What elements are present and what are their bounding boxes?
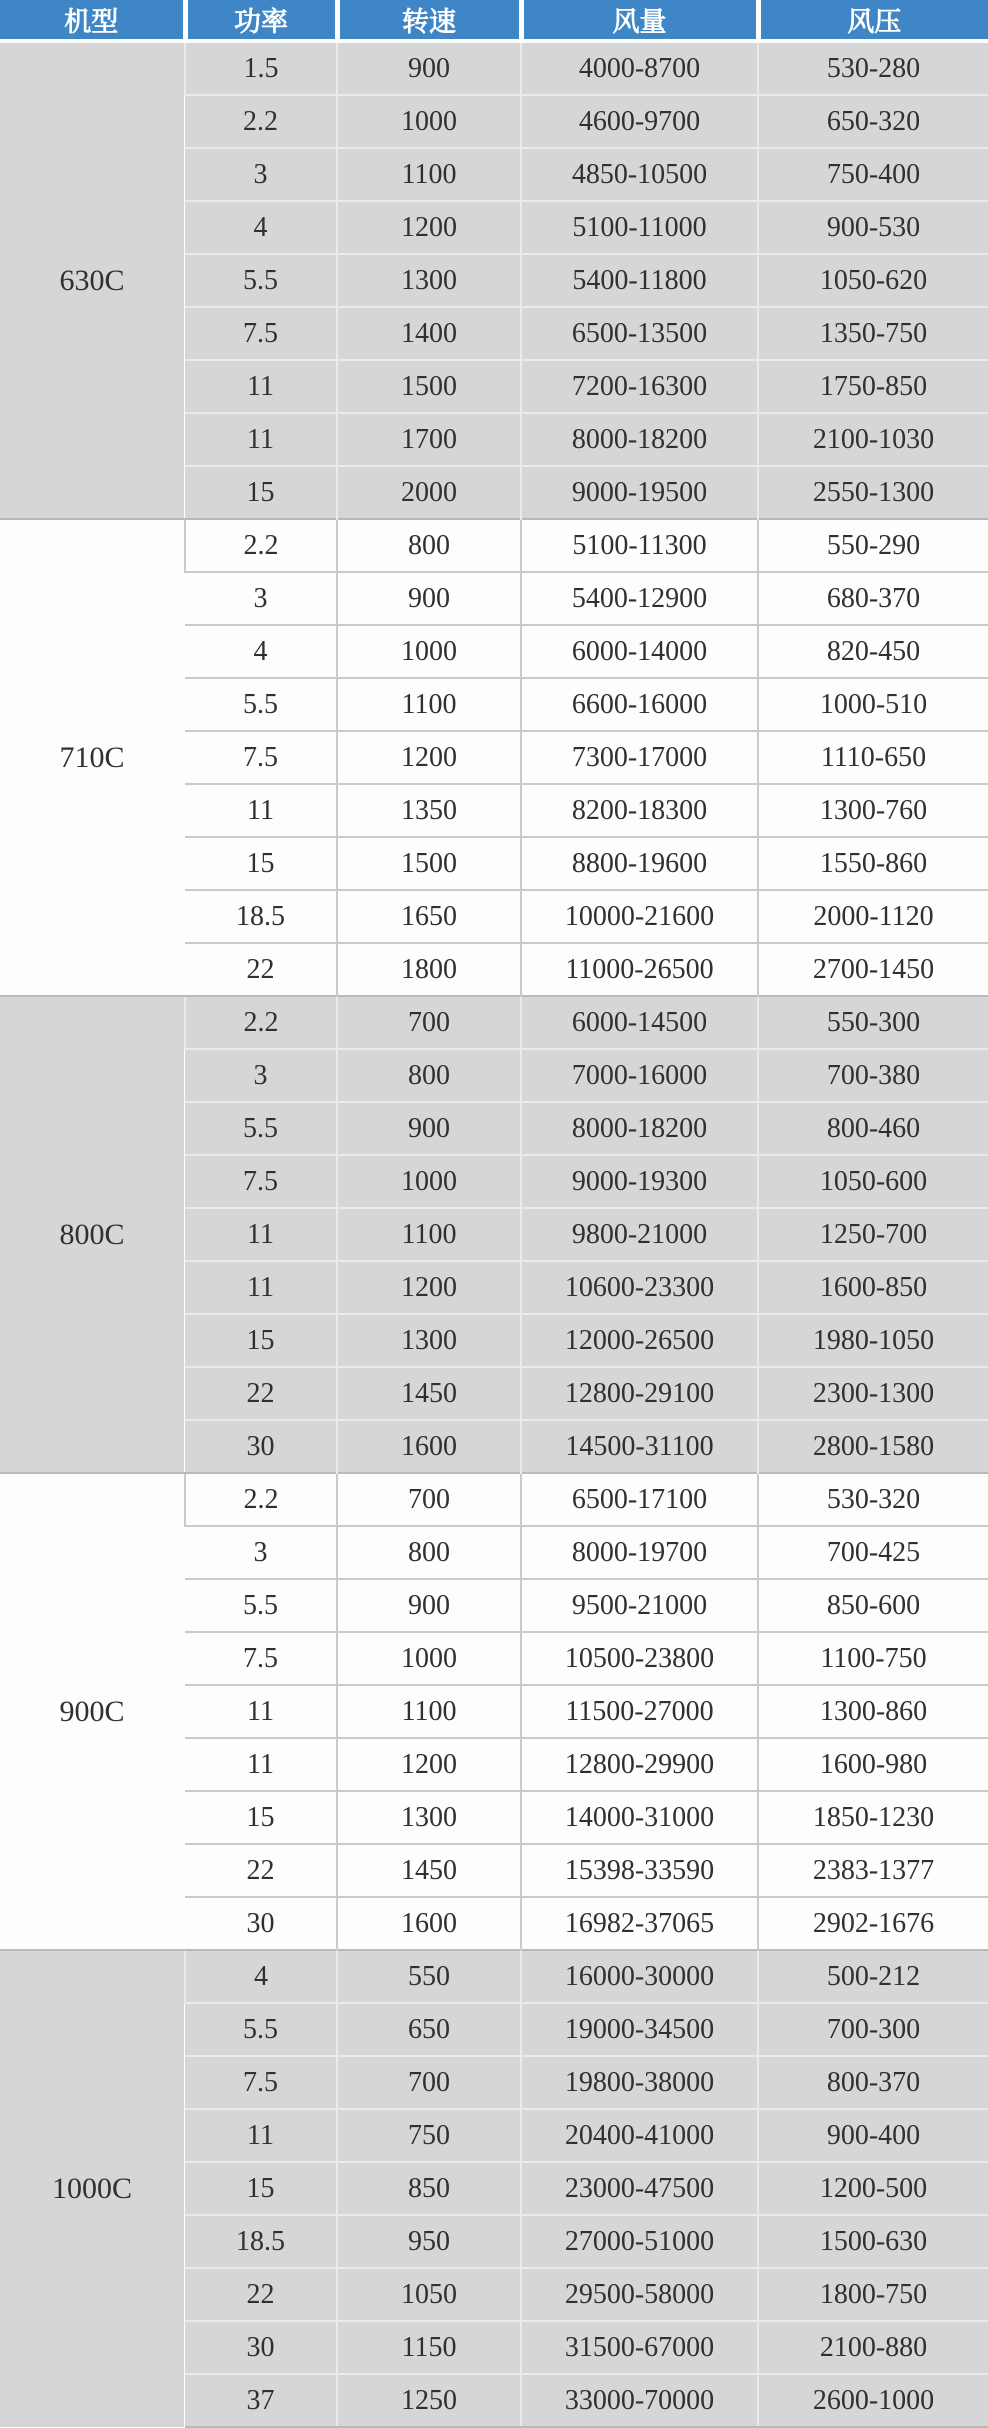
speed-cell: 1450: [337, 1844, 521, 1897]
power-cell: 15: [185, 466, 337, 519]
pressure-cell: 700-380: [758, 1049, 988, 1102]
pressure-cell: 1300-860: [758, 1685, 988, 1738]
pressure-cell: 1100-750: [758, 1632, 988, 1685]
power-cell: 11: [185, 1685, 337, 1738]
table-body: [0, 41, 988, 2427]
power-cell: 22: [185, 1844, 337, 1897]
airflow-cell: 8000-18200: [521, 413, 758, 466]
pressure-cell: 1050-600: [758, 1155, 988, 1208]
power-cell: 4: [185, 1950, 337, 2003]
speed-cell: 1300: [337, 254, 521, 307]
speed-cell: 1500: [337, 837, 521, 890]
pressure-cell: 2100-1030: [758, 413, 988, 466]
power-cell: 30: [185, 1420, 337, 1473]
pressure-cell: 530-280: [758, 41, 988, 95]
airflow-cell: 7300-17000: [521, 731, 758, 784]
airflow-cell: 19000-34500: [521, 2003, 758, 2056]
pressure-cell: 2383-1377: [758, 1844, 988, 1897]
airflow-cell: 6500-13500: [521, 307, 758, 360]
airflow-cell: 5400-12900: [521, 572, 758, 625]
airflow-cell: 4000-8700: [521, 41, 758, 95]
pressure-cell: 2550-1300: [758, 466, 988, 519]
power-cell: 7.5: [185, 1632, 337, 1685]
pressure-cell: 1050-620: [758, 254, 988, 307]
power-cell: 22: [185, 2268, 337, 2321]
power-cell: 7.5: [185, 307, 337, 360]
pressure-cell: 1500-630: [758, 2215, 988, 2268]
airflow-cell: 8800-19600: [521, 837, 758, 890]
power-cell: 5.5: [185, 1579, 337, 1632]
speed-cell: 1650: [337, 890, 521, 943]
airflow-cell: 31500-67000: [521, 2321, 758, 2374]
speed-cell: 900: [337, 1579, 521, 1632]
pressure-cell: 500-212: [758, 1950, 988, 2003]
speed-cell: 950: [337, 2215, 521, 2268]
model-cell: 900C: [0, 1473, 185, 1950]
pressure-cell: 1980-1050: [758, 1314, 988, 1367]
speed-cell: 1450: [337, 1367, 521, 1420]
pressure-cell: 1600-850: [758, 1261, 988, 1314]
power-cell: 18.5: [185, 2215, 337, 2268]
airflow-cell: 6000-14000: [521, 625, 758, 678]
speed-cell: 800: [337, 1526, 521, 1579]
power-cell: 3: [185, 148, 337, 201]
speed-cell: 1050: [337, 2268, 521, 2321]
pressure-cell: 850-600: [758, 1579, 988, 1632]
pressure-cell: 1550-860: [758, 837, 988, 890]
airflow-cell: 7000-16000: [521, 1049, 758, 1102]
power-cell: 15: [185, 2162, 337, 2215]
airflow-cell: 10500-23800: [521, 1632, 758, 1685]
airflow-cell: 10600-23300: [521, 1261, 758, 1314]
pressure-cell: 2700-1450: [758, 943, 988, 996]
speed-cell: 650: [337, 2003, 521, 2056]
pressure-cell: 2300-1300: [758, 1367, 988, 1420]
pressure-cell: 700-300: [758, 2003, 988, 2056]
airflow-cell: 12000-26500: [521, 1314, 758, 1367]
airflow-cell: 33000-70000: [521, 2374, 758, 2427]
airflow-cell: 8000-19700: [521, 1526, 758, 1579]
pressure-cell: 2600-1000: [758, 2374, 988, 2427]
col-header-pressure: 风压: [758, 0, 988, 41]
airflow-cell: 4850-10500: [521, 148, 758, 201]
airflow-cell: 20400-41000: [521, 2109, 758, 2162]
pressure-cell: 800-370: [758, 2056, 988, 2109]
pressure-cell: 1850-1230: [758, 1791, 988, 1844]
power-cell: 15: [185, 1314, 337, 1367]
pressure-cell: 1600-980: [758, 1738, 988, 1791]
speed-cell: 1000: [337, 1632, 521, 1685]
speed-cell: 1200: [337, 1261, 521, 1314]
speed-cell: 1150: [337, 2321, 521, 2374]
power-cell: 3: [185, 572, 337, 625]
pressure-cell: 1250-700: [758, 1208, 988, 1261]
power-cell: 30: [185, 2321, 337, 2374]
header-row: [0, 0, 988, 41]
pressure-cell: 1750-850: [758, 360, 988, 413]
speed-cell: 1100: [337, 678, 521, 731]
speed-cell: 1100: [337, 1208, 521, 1261]
power-cell: 15: [185, 837, 337, 890]
speed-cell: 1250: [337, 2374, 521, 2427]
airflow-cell: 11000-26500: [521, 943, 758, 996]
power-cell: 18.5: [185, 890, 337, 943]
speed-cell: 700: [337, 2056, 521, 2109]
power-cell: 3: [185, 1049, 337, 1102]
speed-cell: 1100: [337, 148, 521, 201]
pressure-cell: 900-530: [758, 201, 988, 254]
table-row: [0, 1950, 988, 2003]
speed-cell: 750: [337, 2109, 521, 2162]
power-cell: 11: [185, 1261, 337, 1314]
speed-cell: 1700: [337, 413, 521, 466]
power-cell: 15: [185, 1791, 337, 1844]
speed-cell: 800: [337, 1049, 521, 1102]
pressure-cell: 2100-880: [758, 2321, 988, 2374]
table-row: [0, 996, 988, 1049]
power-cell: 22: [185, 943, 337, 996]
table-row: [0, 519, 988, 572]
airflow-cell: 4600-9700: [521, 95, 758, 148]
col-header-power: 功率: [185, 0, 337, 41]
power-cell: 4: [185, 201, 337, 254]
airflow-cell: 14000-31000: [521, 1791, 758, 1844]
pressure-cell: 820-450: [758, 625, 988, 678]
speed-cell: 1000: [337, 1155, 521, 1208]
speed-cell: 900: [337, 572, 521, 625]
speed-cell: 1000: [337, 95, 521, 148]
power-cell: 11: [185, 784, 337, 837]
speed-cell: 2000: [337, 466, 521, 519]
airflow-cell: 11500-27000: [521, 1685, 758, 1738]
power-cell: 11: [185, 413, 337, 466]
power-cell: 2.2: [185, 1473, 337, 1526]
power-cell: 5.5: [185, 2003, 337, 2056]
power-cell: 2.2: [185, 95, 337, 148]
pressure-cell: 1110-650: [758, 731, 988, 784]
pressure-cell: 1000-510: [758, 678, 988, 731]
airflow-cell: 10000-21600: [521, 890, 758, 943]
speed-cell: 1350: [337, 784, 521, 837]
pressure-cell: 530-320: [758, 1473, 988, 1526]
airflow-cell: 9000-19300: [521, 1155, 758, 1208]
power-cell: 11: [185, 2109, 337, 2162]
table-row: [0, 1473, 988, 1526]
airflow-cell: 8000-18200: [521, 1102, 758, 1155]
speed-cell: 1600: [337, 1897, 521, 1950]
pressure-cell: 550-300: [758, 996, 988, 1049]
pressure-cell: 650-320: [758, 95, 988, 148]
power-cell: 3: [185, 1526, 337, 1579]
pressure-cell: 2902-1676: [758, 1897, 988, 1950]
pressure-cell: 800-460: [758, 1102, 988, 1155]
speed-cell: 1200: [337, 201, 521, 254]
power-cell: 11: [185, 1738, 337, 1791]
airflow-cell: 19800-38000: [521, 2056, 758, 2109]
pressure-cell: 1200-500: [758, 2162, 988, 2215]
pressure-cell: 2000-1120: [758, 890, 988, 943]
airflow-cell: 16982-37065: [521, 1897, 758, 1950]
power-cell: 7.5: [185, 731, 337, 784]
airflow-cell: 5100-11300: [521, 519, 758, 572]
airflow-cell: 9500-21000: [521, 1579, 758, 1632]
power-cell: 5.5: [185, 678, 337, 731]
power-cell: 22: [185, 1367, 337, 1420]
power-cell: 2.2: [185, 996, 337, 1049]
airflow-cell: 7200-16300: [521, 360, 758, 413]
power-cell: 2.2: [185, 519, 337, 572]
airflow-cell: 6000-14500: [521, 996, 758, 1049]
power-cell: 5.5: [185, 254, 337, 307]
pressure-cell: 900-400: [758, 2109, 988, 2162]
airflow-cell: 23000-47500: [521, 2162, 758, 2215]
airflow-cell: 8200-18300: [521, 784, 758, 837]
speed-cell: 1300: [337, 1791, 521, 1844]
power-cell: 37: [185, 2374, 337, 2427]
power-cell: 5.5: [185, 1102, 337, 1155]
pressure-cell: 750-400: [758, 148, 988, 201]
airflow-cell: 15398-33590: [521, 1844, 758, 1897]
pressure-cell: 550-290: [758, 519, 988, 572]
pressure-cell: 2800-1580: [758, 1420, 988, 1473]
airflow-cell: 9800-21000: [521, 1208, 758, 1261]
power-cell: 30: [185, 1897, 337, 1950]
table-row: [0, 41, 988, 95]
airflow-cell: 16000-30000: [521, 1950, 758, 2003]
power-cell: 7.5: [185, 2056, 337, 2109]
speed-cell: 550: [337, 1950, 521, 2003]
col-header-speed: 转速: [337, 0, 521, 41]
speed-cell: 1500: [337, 360, 521, 413]
power-cell: 11: [185, 360, 337, 413]
speed-cell: 1400: [337, 307, 521, 360]
speed-cell: 700: [337, 1473, 521, 1526]
speed-cell: 700: [337, 996, 521, 1049]
model-cell: 1000C: [0, 1950, 185, 2427]
airflow-cell: 6500-17100: [521, 1473, 758, 1526]
speed-cell: 1300: [337, 1314, 521, 1367]
airflow-cell: 9000-19500: [521, 466, 758, 519]
speed-cell: 900: [337, 1102, 521, 1155]
col-header-model: 机型: [0, 0, 185, 41]
pressure-cell: 1800-750: [758, 2268, 988, 2321]
speed-cell: 900: [337, 41, 521, 95]
airflow-cell: 14500-31100: [521, 1420, 758, 1473]
pressure-cell: 1300-760: [758, 784, 988, 837]
pressure-cell: 700-425: [758, 1526, 988, 1579]
airflow-cell: 5400-11800: [521, 254, 758, 307]
speed-cell: 800: [337, 519, 521, 572]
speed-cell: 1000: [337, 625, 521, 678]
airflow-cell: 5100-11000: [521, 201, 758, 254]
pressure-cell: 680-370: [758, 572, 988, 625]
airflow-cell: 27000-51000: [521, 2215, 758, 2268]
airflow-cell: 12800-29900: [521, 1738, 758, 1791]
col-header-airflow: 风量: [521, 0, 758, 41]
speed-cell: 1800: [337, 943, 521, 996]
airflow-cell: 6600-16000: [521, 678, 758, 731]
power-cell: 11: [185, 1208, 337, 1261]
airflow-cell: 12800-29100: [521, 1367, 758, 1420]
speed-cell: 850: [337, 2162, 521, 2215]
power-cell: 4: [185, 625, 337, 678]
speed-cell: 1200: [337, 731, 521, 784]
power-cell: 7.5: [185, 1155, 337, 1208]
speed-cell: 1100: [337, 1685, 521, 1738]
speed-cell: 1200: [337, 1738, 521, 1791]
model-cell: 800C: [0, 996, 185, 1473]
airflow-cell: 29500-58000: [521, 2268, 758, 2321]
speed-cell: 1600: [337, 1420, 521, 1473]
power-cell: 1.5: [185, 41, 337, 95]
model-cell: 710C: [0, 519, 185, 996]
pressure-cell: 1350-750: [758, 307, 988, 360]
model-cell: 630C: [0, 41, 185, 519]
